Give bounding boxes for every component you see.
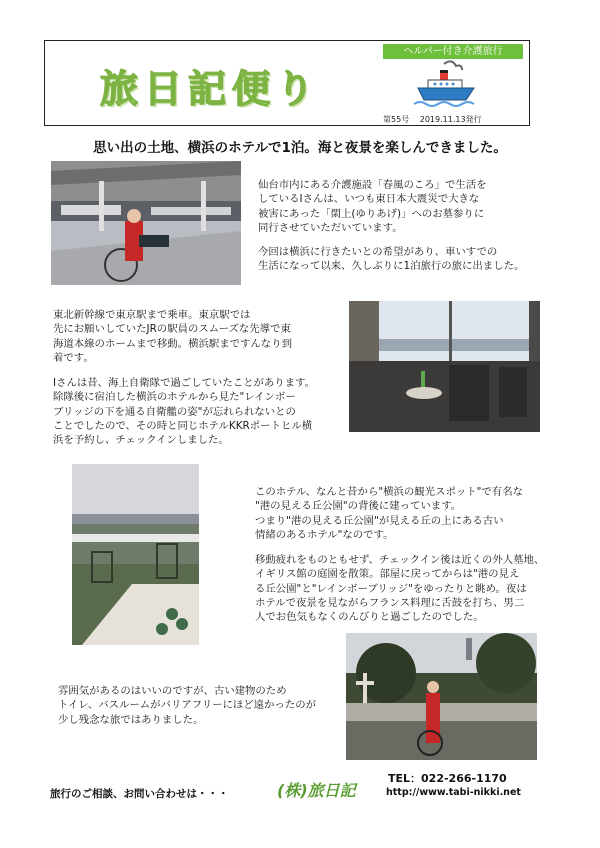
section-2-text — [53, 308, 343, 448]
photo-harbor-garden — [72, 464, 199, 645]
masthead-title: 旅日記便り — [100, 66, 321, 111]
text-line: ホテルで夜景を見ながらフランス料理に舌鼓を打ち、男二 — [255, 597, 525, 610]
text-line: 少し残念な旅ではありました。 — [58, 713, 204, 726]
website-link[interactable]: http://www.tabi-nikki.net — [386, 787, 521, 798]
text-line: 同行させていただいています。 — [258, 221, 403, 234]
text-line: ブリッジの下を通る自衛艦の姿"が忘れられないとの — [53, 405, 296, 418]
text-line: しているIさんは、いつも東日本大震災で大きな — [258, 193, 480, 206]
text-line: 人でお色気もなくのんびりと過ごしたのでした。 — [255, 611, 484, 624]
headline: 思い出の土地、横浜のホテルで1泊。海と夜景を楽しんできました。 — [93, 140, 507, 156]
text-line: 今回は横浜に行きたいとの希望があり、車いすでの — [258, 246, 498, 259]
text-line: る丘公園"と"レインボーブリッジ"をゆったりと眺め。夜は — [255, 582, 527, 595]
text-line: 除隊後に宿泊した横浜のホテルから見た"レインボー — [53, 391, 296, 404]
text-line: Iさんは昔、海上自衛隊で過ごしていたことがあります。 — [53, 377, 315, 390]
text-line: 被害にあった「閖上(ゆりあげ)」へのお墓参りに — [258, 207, 485, 220]
text-line: 仙台市内にある介護施設「春風のころ」で生活を — [258, 179, 487, 191]
text-line: 雰囲気があるのはいいのですが、古い建物のため — [58, 685, 287, 697]
company-logo: (株)旅日記 — [277, 781, 356, 800]
section-4-text — [58, 684, 343, 727]
text-line: 着です。 — [53, 351, 94, 364]
photo-foreign-cemetery — [346, 633, 537, 760]
photo-station-platform — [51, 161, 241, 285]
issue-info — [383, 114, 490, 125]
text-line: つまり"港の見える丘公園"が見える丘の上にある古い — [255, 514, 504, 527]
text-line: 東北新幹線で東京駅まで乗車。東京駅では — [53, 309, 251, 321]
section-3-text — [255, 485, 555, 625]
text-line: ことでしたので、その時と同じホテルKKRポートヒル横 — [53, 420, 313, 433]
text-line: 移動疲れをものともせず、チェックイン後は近くの外人墓地、 — [255, 554, 545, 567]
ship-icon — [410, 60, 482, 112]
text-line: "港の見える丘公園"の背後に建っています。 — [255, 500, 462, 513]
text-line: 先にお願いしていたJRの駅員のスムーズな先導で東 — [53, 323, 291, 336]
issue-number: 第55号 — [383, 115, 410, 124]
text-line: トイレ、バスルームがバリアフリーにほど遠かったのが — [58, 699, 316, 712]
footer-inquiry: 旅行のご相談、お問い合わせは・・・ — [50, 788, 229, 800]
section-1-text — [258, 178, 558, 274]
text-line: このホテル、なんと昔から"横浜の観光スポット"で有名な — [255, 486, 523, 498]
text-line: 生活になって以来、久しぶりに1泊旅行の旅に出ました。 — [258, 260, 525, 273]
text-line: 海道本線のホームまで移動。横浜駅まですんなり到 — [53, 337, 292, 350]
issue-date: 2019.11.13発行 — [419, 115, 482, 124]
tagline-badge: ヘルパー付き介護旅行 — [383, 44, 523, 59]
phone-number[interactable]: TEL：022-266-1170 — [388, 772, 507, 785]
text-line: 情緒のあるホテル"なのです。 — [255, 528, 394, 541]
photo-hotel-room — [349, 301, 540, 432]
text-line: イギリス館の庭園を散策。部屋に戻ってからは"港の見え — [255, 568, 520, 581]
text-line: 浜を予約し、チェックインしました。 — [53, 434, 229, 447]
